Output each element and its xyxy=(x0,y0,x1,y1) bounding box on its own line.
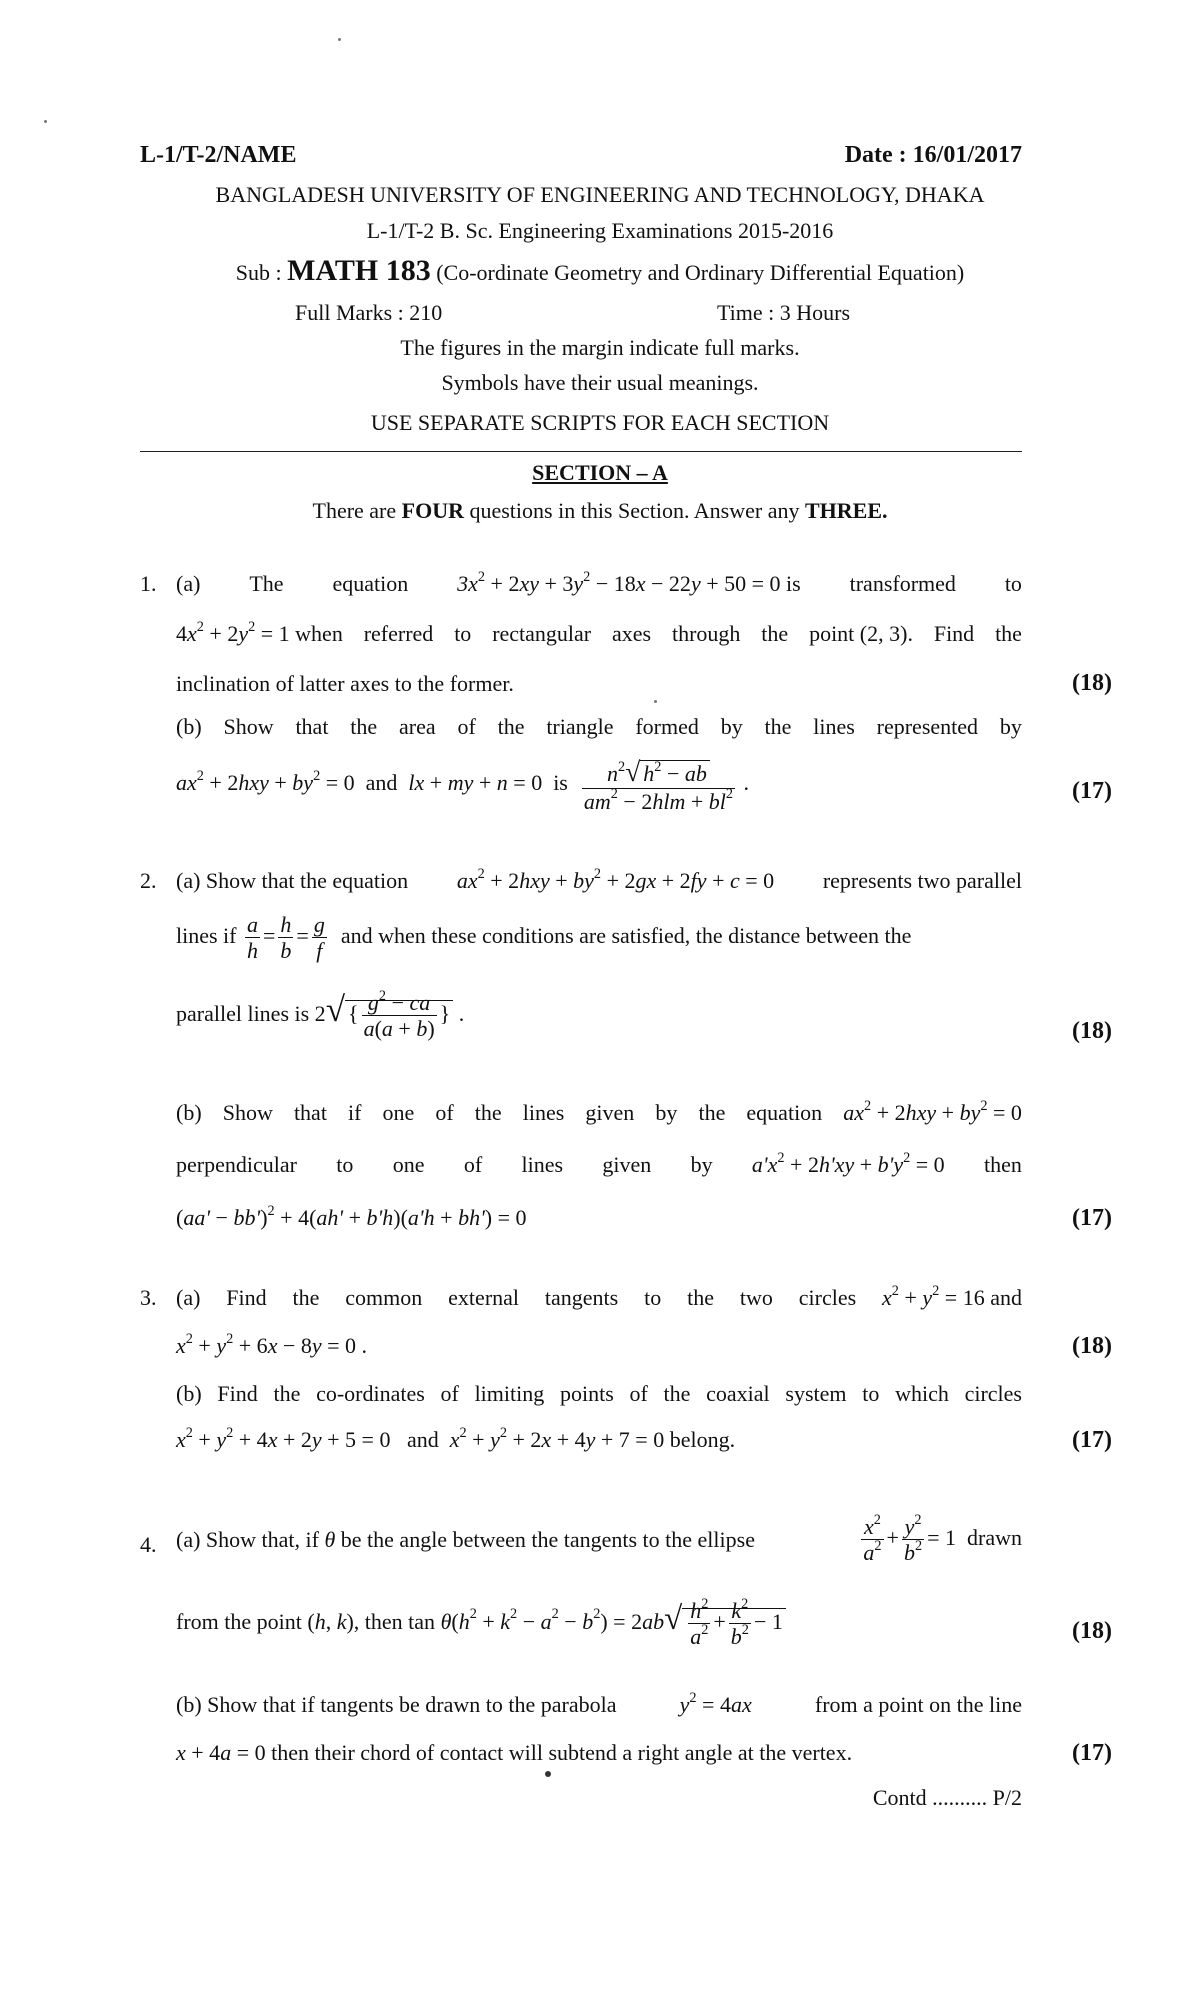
q2a-line2: lines if $\frac{a}{h}$ = $\frac{h}{b}$ = $\frac{g}{f}$ and when these conditions are satisfied, the distance between the xyxy=(176,912,912,964)
q4b-line2: x + 4a = 0 then their chord of contact will subtend a right angle at the vertex. xyxy=(176,1740,853,1765)
q1a-line2: $4x^2 + 2y^2 = 1$ when referred to rectangular axes through the point (2, 3). Find the xyxy=(176,618,1022,646)
q2b-line1: (b) Show that if one of the lines given by the equation $ax^2 + 2hxy + by^2 = 0$ xyxy=(176,1097,1022,1125)
q4b-line1: (b) Show that if tangents be drawn to the parabola $y^2 = 4ax$ from a point on the line xyxy=(176,1689,1022,1717)
subject-prefix: Sub : xyxy=(235,260,288,285)
exam-date: Date : 16/01/2017 xyxy=(844,142,1022,168)
q2a-line3: parallel lines is 2√ { $\frac{g^2 - ca}{a(a + b)}$ } . xyxy=(176,987,465,1042)
q4a-line1: (a) Show that, if θ be the angle between the tangents to the ellipse $\frac{x^2}{a^2}$ + $\frac{y^2}{b^2}$ = 1 drawn xyxy=(176,1511,1022,1566)
paper-code: L-1/T-2/NAME xyxy=(140,142,297,168)
q3b-marks: (17) xyxy=(1072,1427,1112,1453)
subject-title: (Co-ordinate Geometry and Ordinary Differential Equation) xyxy=(430,260,965,285)
q2b-marks: (17) xyxy=(1072,1205,1112,1231)
subject-line xyxy=(0,254,1200,288)
q2b-line3: $(aa' - bb')^2 + 4(ah' + b'h)(a'h + bh') = 0$ xyxy=(176,1202,527,1230)
q4a-marks: (18) xyxy=(1072,1618,1112,1644)
full-marks: Full Marks : 210 xyxy=(295,300,443,325)
section-instruction: There are FOUR questions in this Section. Answer any THREE. xyxy=(312,498,888,523)
q1a-line3: inclination of latter axes to the former. xyxy=(176,671,514,696)
q3a-line2: $x^2 + y^2 + 6x - 8y = 0$ . xyxy=(176,1330,368,1358)
scan-speck xyxy=(654,700,657,703)
continued-note: Contd .......... P/2 xyxy=(872,1785,1022,1810)
scan-speck xyxy=(545,1771,551,1777)
q3a-line1: (a) Find the common external tangents to the two circles $x^2 + y^2 = 16$ and xyxy=(176,1282,1022,1310)
q3a-marks: (18) xyxy=(1072,1333,1112,1359)
exam-title: L-1/T-2 B. Sc. Engineering Examinations 2015-2016 xyxy=(366,218,834,243)
q1a-marks: (18) xyxy=(1072,670,1112,696)
q4a-line2: from the point (h, k), then $\tan \theta(h^2 + k^2 - a^2 - b^2) = 2ab√$ $\frac{h^2}{a^2}$ + $\frac{k^2}{b^2}$ − 1 xyxy=(176,1598,786,1650)
q1-number: 1. xyxy=(140,571,157,596)
q4-number: 4. xyxy=(140,1532,157,1557)
instruction-symbols: Symbols have their usual meanings. xyxy=(441,370,759,395)
q3b-line1: (b) Find the co-ordinates of limiting points of the coaxial system to which circles xyxy=(176,1381,1022,1406)
instruction-margin: The figures in the margin indicate full marks. xyxy=(400,335,800,360)
q2a-marks: (18) xyxy=(1072,1018,1112,1044)
header-divider xyxy=(140,451,1022,452)
q1a-line1: (a) The equation $3x^2 + 2xy + 3y^2 - 18x - 22y + 50 = 0$ is transformed to xyxy=(176,568,1022,596)
q2a-line1: (a) Show that the equation $ax^2 + 2hxy + by^2 + 2gx + 2fy + c = 0$ represents two parallel xyxy=(176,865,1022,893)
section-title: SECTION – A xyxy=(532,460,668,485)
subject-code: MATH 183 xyxy=(287,254,431,287)
q3b-line2: $x^2 + y^2 + 4x + 2y + 5 = 0$ and $x^2 + y^2 + 2x + 4y + 7 = 0$ belong. xyxy=(176,1424,736,1452)
q2b-line2: perpendicular to one of lines given by $a'x^2 + 2h'xy + b'y^2 = 0$ then xyxy=(176,1149,1022,1177)
q4b-marks: (17) xyxy=(1072,1740,1112,1766)
scan-speck xyxy=(338,38,341,41)
scan-speck xyxy=(44,120,47,123)
q1b-line1: (b) Show that the area of the triangle formed by the lines represented by xyxy=(176,714,1022,739)
instruction-scripts: USE SEPARATE SCRIPTS FOR EACH SECTION xyxy=(370,410,830,435)
university-name: BANGLADESH UNIVERSITY OF ENGINEERING AND TECHNOLOGY, DHAKA xyxy=(215,182,985,207)
exam-time: Time : 3 Hours xyxy=(717,300,851,325)
q2-number: 2. xyxy=(140,868,157,893)
q1b-formula: $ax^2 + 2hxy + by^2 = 0$ and lx + my + n = 0 is $\frac{n^2√ h^2 - ab}{am^2 - 2hlm + bl^2}$ . xyxy=(176,756,750,814)
q3-number: 3. xyxy=(140,1285,157,1310)
q1b-marks: (17) xyxy=(1072,778,1112,804)
